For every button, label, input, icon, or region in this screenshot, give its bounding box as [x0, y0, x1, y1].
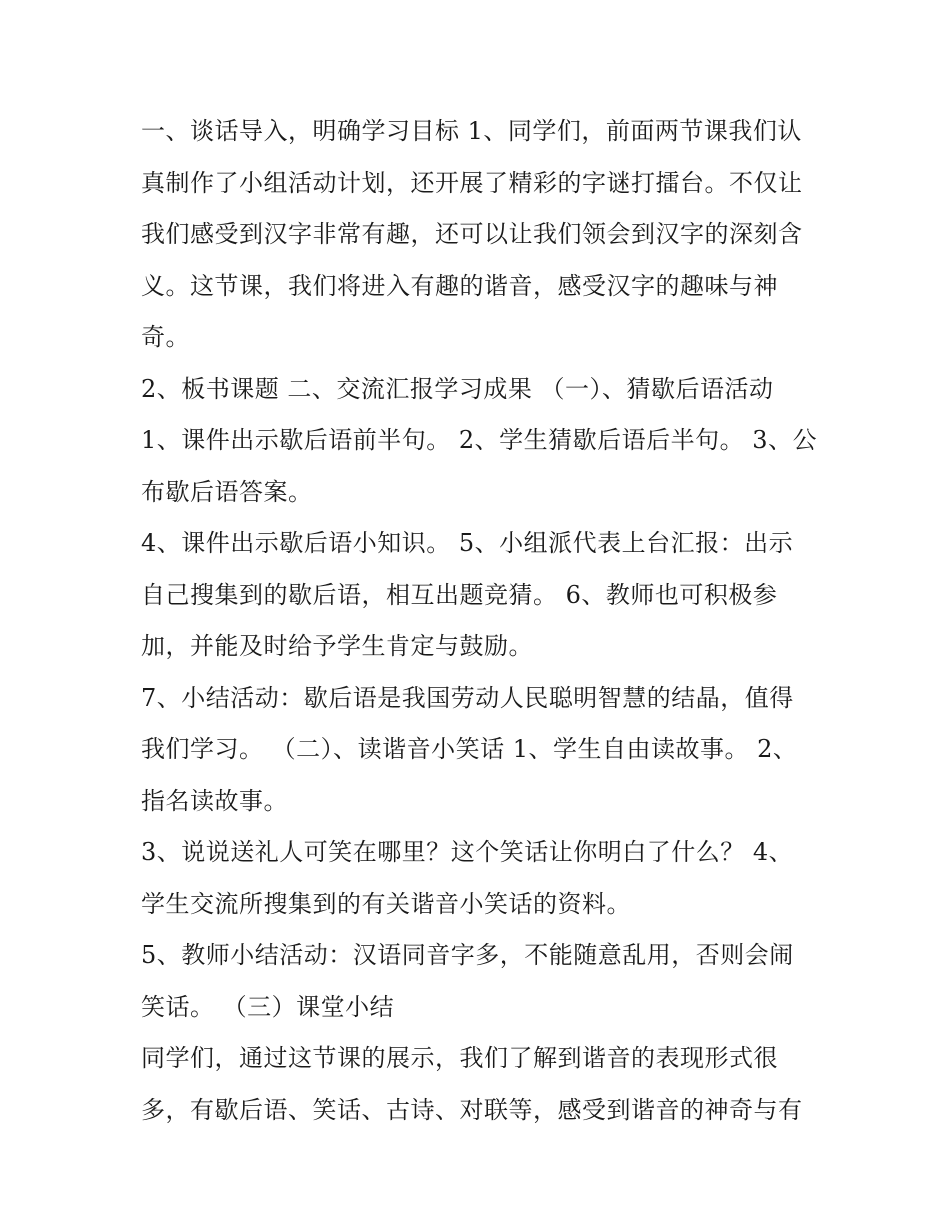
text-line: 真制作了小组活动计划，还开展了精彩的字谜打擂台。不仅让: [141, 168, 803, 197]
text-line: 同学们，通过这节课的展示，我们了解到谐音的表现形式很: [141, 1044, 778, 1072]
text-line: 学生交流所搜集到的有关谐音小笑话的资料。: [141, 889, 631, 918]
document-body: [141, 106, 821, 1136]
text-line: 7、小结活动：歇后语是我国劳动人民聪明智慧的结晶，值得: [141, 683, 794, 712]
text-line: 笑话。 （三）课堂小结: [141, 992, 395, 1021]
text-line: 2、板书课题 二、交流汇报学习成果 （一）、猜歇后语活动: [141, 374, 774, 403]
text-line: 1、课件出示歇后语前半句。 2、学生猜歇后语后半句。 3、公: [141, 426, 818, 454]
text-line: 自己搜集到的歇后语，相互出题竞猜。 6、教师也可积极参: [141, 580, 778, 609]
text-line: 3、说说送礼人可笑在哪里？这个笑话让你明白了什么？ 4、: [141, 838, 794, 866]
text-line: 布歇后语答案。: [141, 477, 313, 506]
text-line: 奇。: [141, 323, 190, 351]
text-line: 5、教师小结活动：汉语同音字多，不能随意乱用，否则会闹: [141, 941, 794, 969]
text-line: 一、谈话导入，明确学习目标 1、同学们，前面两节课我们认: [141, 117, 802, 145]
text-line: 多，有歇后语、笑话、古诗、对联等，感受到谐音的神奇与有: [141, 1095, 803, 1124]
text-line: 我们感受到汉字非常有趣，还可以让我们领会到汉字的深刻含: [141, 220, 803, 248]
text-line: 我们学习。 （二）、读谐音小笑话 1、学生自由读故事。 2、: [141, 735, 798, 763]
text-line: 义。这节课，我们将进入有趣的谐音，感受汉字的趣味与神: [141, 271, 778, 300]
text-line: 指名读故事。: [141, 786, 288, 815]
text-line: 加，并能及时给予学生肯定与鼓励。: [141, 632, 533, 660]
text-line: 4、课件出示歇后语小知识。 5、小组派代表上台汇报：出示: [141, 529, 794, 557]
